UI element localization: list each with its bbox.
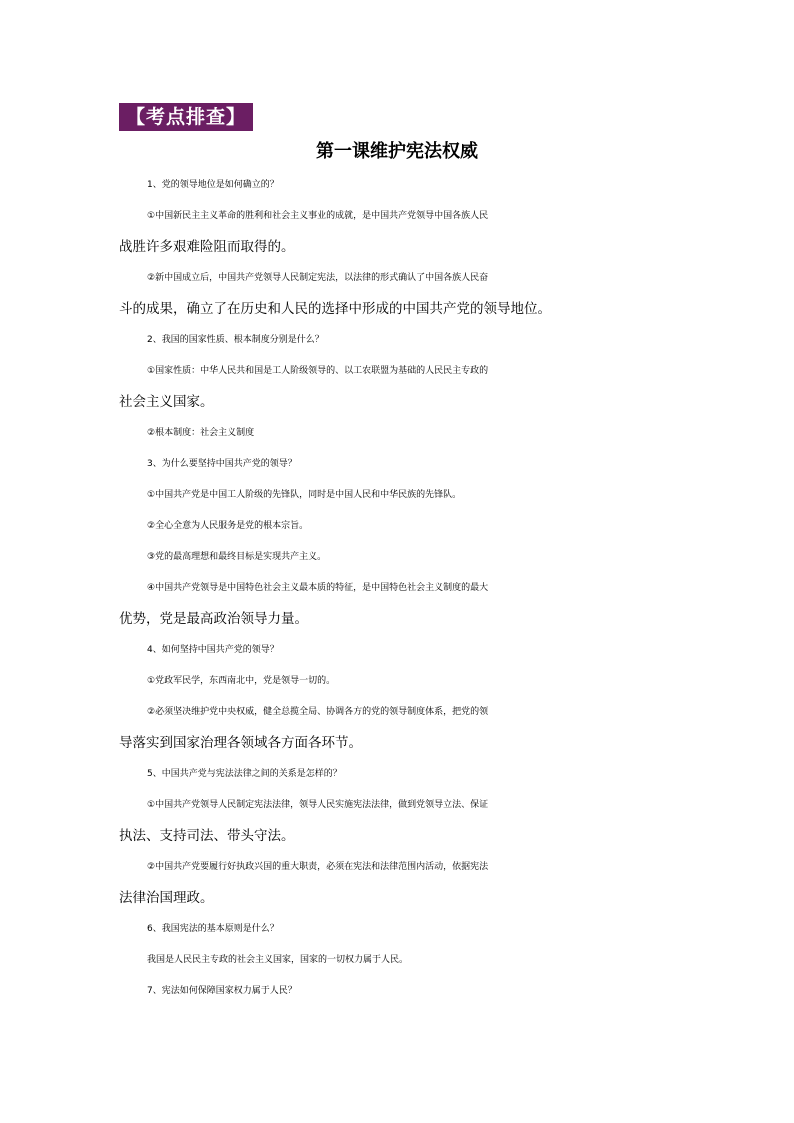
text-line: 社会主义国家。 — [119, 394, 214, 410]
text-line: 导落实到国家治理各领域各方面各环节。 — [119, 735, 362, 751]
text-line: 3、为什么要坚持中国共产党的领导？ — [147, 459, 297, 469]
section-badge: 【考点排查】 — [119, 103, 253, 131]
text-line: ①党政军民学，东西南北中，党是领导一切的。 — [147, 676, 336, 686]
text-line: 6、我国宪法的基本原则是什么？ — [147, 924, 279, 934]
text-line: 执法、支持司法、带头守法。 — [119, 828, 295, 844]
text-line: ①中国新民主主义革命的胜利和社会主义事业的成就，是中国共产党领导中国各族人民 — [147, 211, 489, 221]
text-line: 2、我国的国家性质、根本制度分别是什么？ — [147, 335, 324, 345]
text-line: ①中国共产党领导人民制定宪法法律，领导人民实施宪法法律，做到党领导立法、保证 — [147, 800, 489, 810]
text-line: 法律治国理政。 — [119, 890, 214, 906]
text-line: ①国家性质：中华人民共和国是工人阶级领导的、以工农联盟为基础的人民民主专政的 — [147, 366, 489, 376]
text-line: 4、如何坚持中国共产党的领导？ — [147, 645, 279, 655]
document-body — [119, 170, 677, 1007]
text-line: 我国是人民民主专政的社会主义国家，国家的一切权力属于人民。 — [147, 955, 409, 965]
text-line: ②必须坚决维护党中央权威，健全总揽全局、协调各方的党的领导制度体系，把党的领 — [147, 707, 489, 717]
text-line: 战胜许多艰难险阻而取得的。 — [119, 239, 295, 255]
text-line: ①中国共产党是中国工人阶级的先锋队，同时是中国人民和中华民族的先锋队。 — [147, 490, 462, 500]
lesson-title: 第一课维护宪法权威 — [316, 141, 478, 162]
text-line: 1、党的领导地位是如何确立的？ — [147, 180, 279, 190]
text-line: 优势，党是最高政治领导力量。 — [119, 611, 308, 627]
text-line: ②全心全意为人民服务是党的根本宗旨。 — [147, 521, 309, 531]
text-line: ②根本制度：社会主义制度 — [147, 428, 255, 438]
text-line: ②中国共产党要履行好执政兴国的重大职责，必须在宪法和法律范围内活动，依据宪法 — [147, 862, 489, 872]
text-line: ②新中国成立后，中国共产党领导人民制定宪法，以法律的形式确认了中国各族人民奋 — [147, 273, 489, 283]
text-line: 7、宪法如何保障国家权力属于人民？ — [147, 986, 297, 996]
text-line: 5、中国共产党与宪法法律之间的关系是怎样的？ — [147, 769, 342, 779]
text-line: ④中国共产党领导是中国特色社会主义最本质的特征，是中国特色社会主义制度的最大 — [147, 583, 489, 593]
text-line: ③党的最高理想和最终目标是实现共产主义。 — [147, 552, 327, 562]
text-line: 斗的成果，确立了在历史和人民的选择中形成的中国共产党的领导地位。 — [119, 301, 551, 317]
